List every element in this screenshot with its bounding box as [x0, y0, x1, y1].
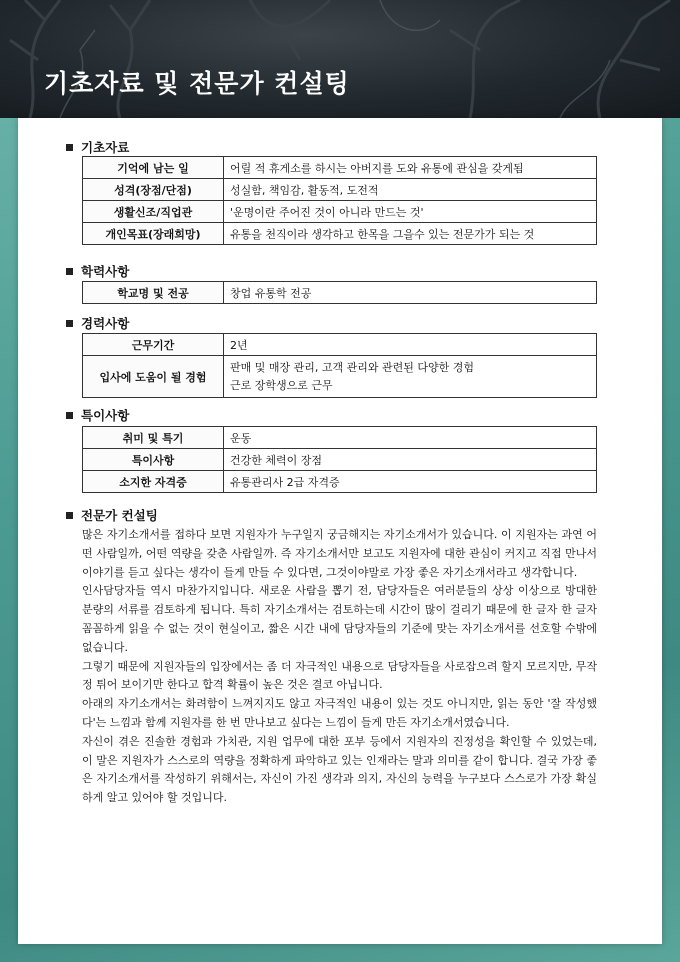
basic-info-table [82, 156, 597, 245]
row-value: 건강한 체력이 장점 [224, 449, 597, 471]
paragraph: 아래의 자기소개서는 화려함이 느껴지지도 않고 자극적인 내용이 있는 것도 아니지만, 읽는 동안 '잘 작성했다'는 느낌과 함께 지원자를 한 번 만나보고 싶다는 느낌이 들게 만든 자기소개서였습니다. [82, 697, 597, 729]
table-row [83, 427, 597, 449]
row-value: 2년 [224, 334, 597, 356]
square-bullet-icon [66, 144, 73, 151]
career-table [82, 333, 597, 398]
row-value: 유통관리사 2급 자격증 [224, 471, 597, 493]
row-value: 창업 유통학 전공 [224, 282, 597, 304]
row-value: '운명이란 주어진 것이 아니라 만드는 것' [224, 201, 597, 223]
row-value: 운동 [224, 427, 597, 449]
table-row [83, 157, 597, 179]
row-label: 생활신조/직업관 [83, 201, 224, 223]
row-value [224, 356, 597, 398]
table-row [83, 471, 597, 493]
header-banner [0, 0, 680, 118]
consulting-text [82, 526, 597, 808]
experience-line: 판매 및 매장 관리, 고객 관리와 관련된 다양한 경험 [230, 360, 474, 374]
row-label: 학교명 및 전공 [83, 282, 224, 304]
table-row [83, 179, 597, 201]
paragraph: 그렇기 때문에 지원자들의 입장에서는 좀 더 자극적인 내용으로 담당자들을 사로잡으려 할지 모르지만, 무작정 튀어 보이기만 한다고 합격 확률이 높은 것은 결코 아닙니다. [82, 659, 597, 692]
table-row [83, 223, 597, 245]
section-education-title: 학력사항 [66, 262, 129, 280]
square-bullet-icon [66, 268, 73, 275]
coral-decoration [0, 0, 680, 118]
row-label: 근무기간 [83, 334, 224, 356]
section-basic-title: 기초자료 [66, 138, 129, 156]
table-row [83, 201, 597, 223]
page-title: 기초자료 및 전문가 컨설팅 [44, 69, 350, 98]
paragraph: 인사담당자들 역시 마찬가지입니다. 새로운 사람을 뽑기 전, 담당자들은 여러분들의 상상 이상으로 방대한 분량의 서류를 검토하게 됩니다. 특히 자기소개서는 검토하는데 시간이 많이 걸리기 때문에 한 글자 한 글자 꼼꼼하게 읽을 수 없는 것이 현실이고, 짧은 시간 내에 담당자들의 기준에 맞는 자기소개서를 선호할 수밖에 없습니다. [82, 584, 597, 654]
special-table [82, 426, 597, 493]
row-label: 입사에 도움이 될 경험 [83, 356, 224, 398]
row-label: 특이사항 [83, 449, 224, 471]
section-consulting-title: 전문가 컨설팅 [66, 506, 158, 524]
table-row [83, 282, 597, 304]
row-label: 개인목표(장래희망) [83, 223, 224, 245]
education-table [82, 281, 597, 304]
table-row [83, 334, 597, 356]
row-label: 성격(장점/단점) [83, 179, 224, 201]
square-bullet-icon [66, 320, 73, 327]
section-career-title: 경력사항 [66, 314, 129, 332]
paragraph: 많은 자기소개서를 접하다 보면 지원자가 누구일지 궁금해지는 자기소개서가 있습니다. 이 지원자는 과연 어떤 사람일까, 어떤 역량을 갖춘 사람일까. 즉 자기소개서만 보고도 지원자에 대한 관심이 커지고 직접 만나서 이야기를 듣고 싶다는 생각이 들게 만들 수 있다면, 그것이야말로 가장 좋은 자기소개서라고 생각합니다. [82, 528, 597, 579]
row-value: 성실함, 책임감, 활동적, 도전적 [224, 179, 597, 201]
square-bullet-icon [66, 512, 73, 519]
experience-line: 근로 장학생으로 근무 [230, 378, 333, 392]
paragraph: 자신이 겪은 진솔한 경험과 가치관, 지원 업무에 대한 포부 등에서 지원자의 진정성을 확인할 수 있었는데, 이 말은 지원자가 스스로의 역량을 정확하게 파악하고 있는 인재라는 말과 의미를 같이 합니다. 결국 가장 좋은 자기소개서를 작성하기 위해서는, 자신이 가진 생각과 의지, 자신의 능력을 누구보다 스스로가 가장 확실하게 알고 있어야 할 것입니다. [82, 734, 597, 805]
row-label: 소지한 자격증 [83, 471, 224, 493]
row-label: 취미 및 특기 [83, 427, 224, 449]
row-label: 기억에 남는 일 [83, 157, 224, 179]
table-row [83, 449, 597, 471]
row-value: 유통을 천직이라 생각하고 한목을 그을수 있는 전문가가 되는 것 [224, 223, 597, 245]
square-bullet-icon [66, 412, 73, 419]
table-row [83, 356, 597, 398]
section-special-title: 특이사항 [66, 406, 129, 424]
row-value: 어릴 적 휴게소를 하시는 아버지를 도와 유통에 관심을 갖게됨 [224, 157, 597, 179]
